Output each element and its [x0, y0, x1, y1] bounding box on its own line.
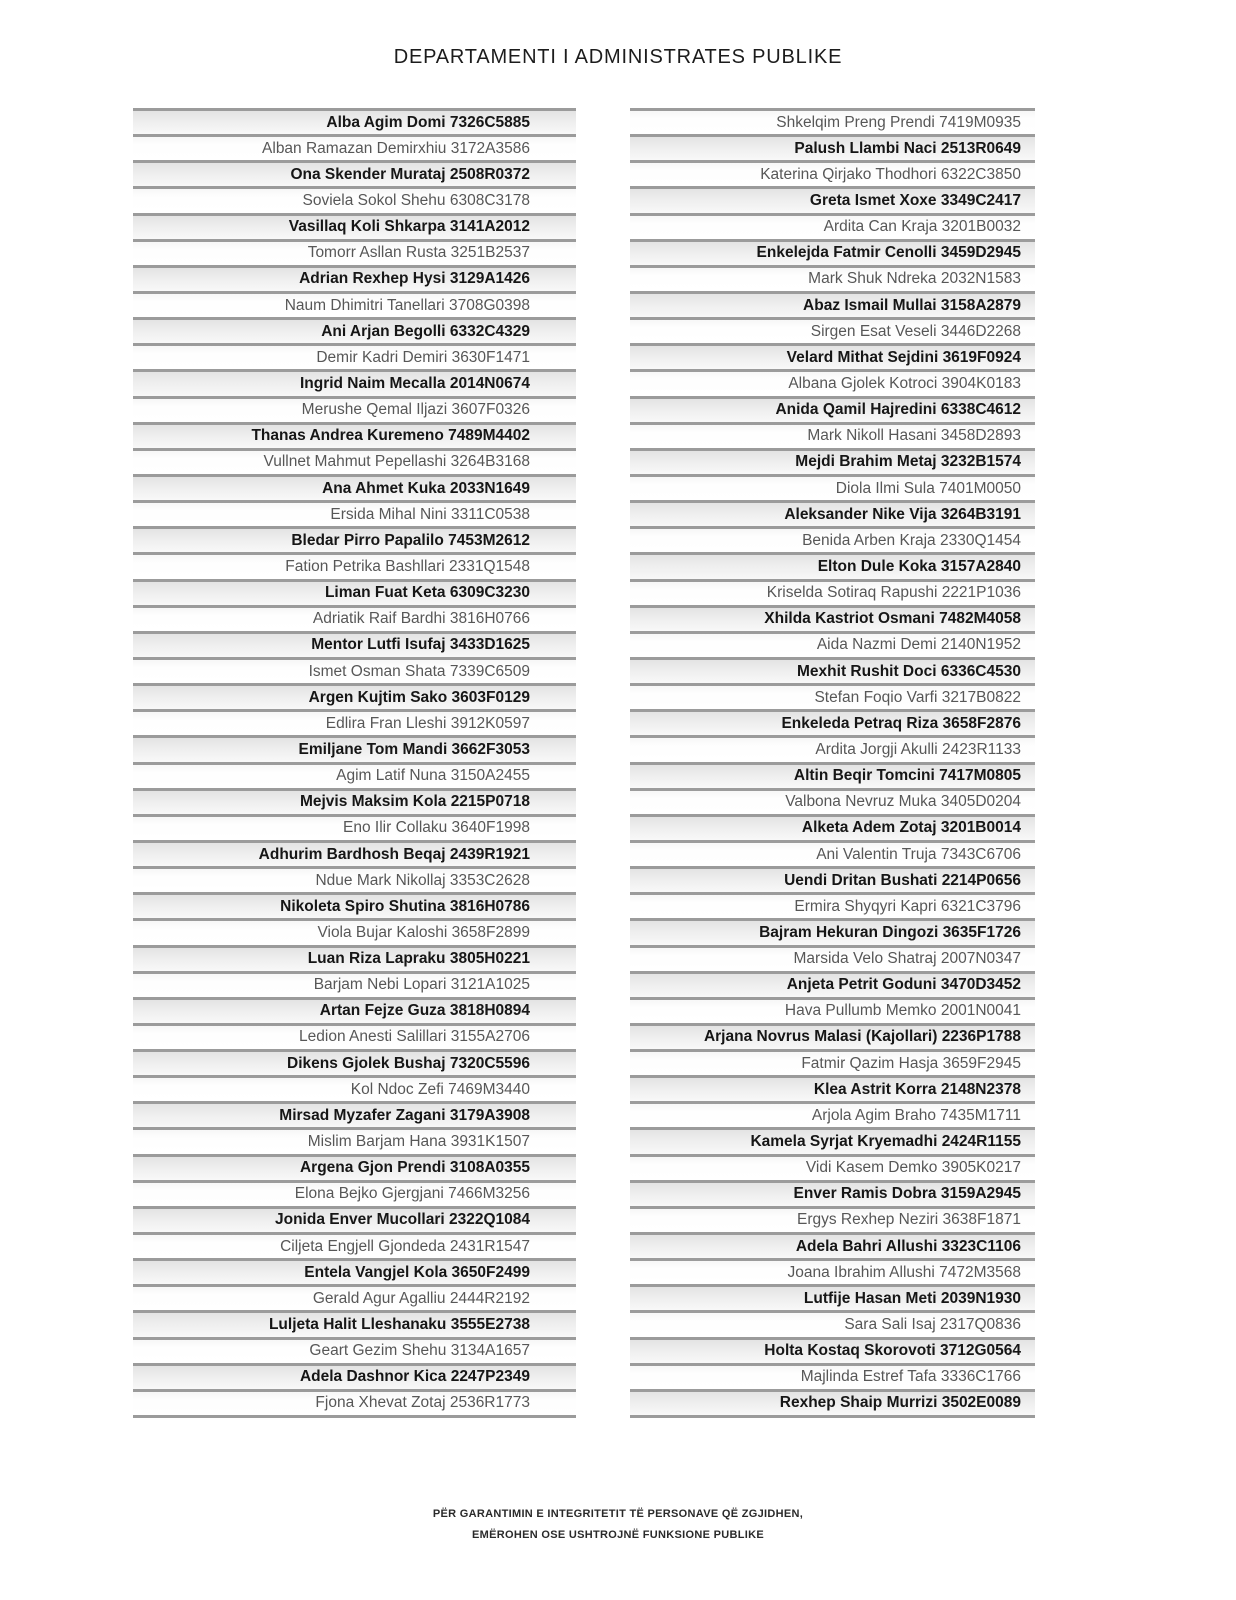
list-item: Alba Agim Domi 7326C5885	[133, 108, 576, 134]
list-item: Kriselda Sotiraq Rapushi 2221P1036	[630, 579, 1035, 605]
list-item: Mirsad Myzafer Zagani 3179A3908	[133, 1101, 576, 1127]
list-item: Dikens Gjolek Bushaj 7320C5596	[133, 1049, 576, 1075]
list-item: Eno Ilir Collaku 3640F1998	[133, 814, 576, 840]
list-item: Mislim Barjam Hana 3931K1507	[133, 1127, 576, 1153]
list-item: Jonida Enver Mucollari 2322Q1084	[133, 1206, 576, 1232]
list-item: Fation Petrika Bashllari 2331Q1548	[133, 552, 576, 578]
list-item: Katerina Qirjako Thodhori 6322C3850	[630, 160, 1035, 186]
list-item: Rexhep Shaip Murrizi 3502E0089	[630, 1389, 1035, 1415]
list-item: Adela Dashnor Kica 2247P2349	[133, 1363, 576, 1389]
list-item: Ana Ahmet Kuka 2033N1649	[133, 474, 576, 500]
list-item: Fatmir Qazim Hasja 3659F2945	[630, 1049, 1035, 1075]
list-item: Arjola Agim Braho 7435M1711	[630, 1101, 1035, 1127]
list-item: Demir Kadri Demiri 3630F1471	[133, 343, 576, 369]
list-item: Sirgen Esat Veseli 3446D2268	[630, 317, 1035, 343]
list-item: Barjam Nebi Lopari 3121A1025	[133, 971, 576, 997]
list-item: Mejvis Maksim Kola 2215P0718	[133, 788, 576, 814]
list-item: Luan Riza Lapraku 3805H0221	[133, 945, 576, 971]
list-item: Joana Ibrahim Allushi 7472M3568	[630, 1258, 1035, 1284]
list-item: Vullnet Mahmut Pepellashi 3264B3168	[133, 448, 576, 474]
list-item: Liman Fuat Keta 6309C3230	[133, 579, 576, 605]
list-item: Altin Beqir Tomcini 7417M0805	[630, 762, 1035, 788]
list-item: Mejdi Brahim Metaj 3232B1574	[630, 448, 1035, 474]
list-item: Ingrid Naim Mecalla 2014N0674	[133, 369, 576, 395]
list-item: Ona Skender Murataj 2508R0372	[133, 160, 576, 186]
list-item: Agim Latif Nuna 3150A2455	[133, 762, 576, 788]
list-item: Mark Nikoll Hasani 3458D2893	[630, 422, 1035, 448]
list-item: Benida Arben Kraja 2330Q1454	[630, 526, 1035, 552]
list-item: Ersida Mihal Nini 3311C0538	[133, 500, 576, 526]
list-item: Marsida Velo Shatraj 2007N0347	[630, 945, 1035, 971]
list-item: Shkelqim Preng Prendi 7419M0935	[630, 108, 1035, 134]
list-item: Tomorr Asllan Rusta 3251B2537	[133, 239, 576, 265]
list-item: Luljeta Halit Lleshanaku 3555E2738	[133, 1310, 576, 1336]
list-item: Ani Arjan Begolli 6332C4329	[133, 317, 576, 343]
list-item: Anida Qamil Hajredini 6338C4612	[630, 396, 1035, 422]
list-item: Bajram Hekuran Dingozi 3635F1726	[630, 918, 1035, 944]
list-item: Hava Pullumb Memko 2001N0041	[630, 997, 1035, 1023]
list-item: Entela Vangjel Kola 3650F2499	[133, 1258, 576, 1284]
list-item: Merushe Qemal Iljazi 3607F0326	[133, 396, 576, 422]
list-item: Thanas Andrea Kuremeno 7489M4402	[133, 422, 576, 448]
list-item: Ardita Can Kraja 3201B0032	[630, 213, 1035, 239]
list-item: Edlira Fran Lleshi 3912K0597	[133, 709, 576, 735]
list-item: Alketa Adem Zotaj 3201B0014	[630, 814, 1035, 840]
list-item: Ndue Mark Nikollaj 3353C2628	[133, 866, 576, 892]
list-item: Diola Ilmi Sula 7401M0050	[630, 474, 1035, 500]
list-item: Ani Valentin Truja 7343C6706	[630, 840, 1035, 866]
list-item: Aida Nazmi Demi 2140N1952	[630, 631, 1035, 657]
list-item: Arjana Novrus Malasi (Kajollari) 2236P1788	[630, 1023, 1035, 1049]
list-item: Ciljeta Engjell Gjondeda 2431R1547	[133, 1232, 576, 1258]
list-item: Elona Bejko Gjergjani 7466M3256	[133, 1180, 576, 1206]
list-item: Enkeleda Petraq Riza 3658F2876	[630, 709, 1035, 735]
list-item: Abaz Ismail Mullai 3158A2879	[630, 291, 1035, 317]
list-item: Greta Ismet Xoxe 3349C2417	[630, 186, 1035, 212]
page-title: DEPARTAMENTI I ADMINISTRATES PUBLIKE	[393, 46, 843, 68]
list-item: Enver Ramis Dobra 3159A2945	[630, 1180, 1035, 1206]
list-item: Adrian Rexhep Hysi 3129A1426	[133, 265, 576, 291]
footer-line-2: EMËROHEN OSE USHTROJNË FUNKSIONE PUBLIKE	[472, 1529, 764, 1541]
list-item: Holta Kostaq Skorovoti 3712G0564	[630, 1337, 1035, 1363]
list-item: Ergys Rexhep Neziri 3638F1871	[630, 1206, 1035, 1232]
list-item: Viola Bujar Kaloshi 3658F2899	[133, 918, 576, 944]
footer-note	[0, 1504, 1236, 1546]
list-item: Palush Llambi Naci 2513R0649	[630, 134, 1035, 160]
list-item: Geart Gezim Shehu 3134A1657	[133, 1337, 576, 1363]
list-item: Elton Dule Koka 3157A2840	[630, 552, 1035, 578]
list-item: Lutfije Hasan Meti 2039N1930	[630, 1284, 1035, 1310]
list-item: Stefan Foqio Varfi 3217B0822	[630, 683, 1035, 709]
names-column-left	[133, 108, 576, 1418]
list-item: Aleksander Nike Vija 3264B3191	[630, 500, 1035, 526]
list-item: Ardita Jorgji Akulli 2423R1133	[630, 735, 1035, 761]
list-item: Ermira Shyqyri Kapri 6321C3796	[630, 892, 1035, 918]
list-item: Albana Gjolek Kotroci 3904K0183	[630, 369, 1035, 395]
list-item: Adhurim Bardhosh Beqaj 2439R1921	[133, 840, 576, 866]
list-item: Mentor Lutfi Isufaj 3433D1625	[133, 631, 576, 657]
list-item: Kol Ndoc Zefi 7469M3440	[133, 1075, 576, 1101]
list-item: Mark Shuk Ndreka 2032N1583	[630, 265, 1035, 291]
list-item: Naum Dhimitri Tanellari 3708G0398	[133, 291, 576, 317]
list-item: Vasillaq Koli Shkarpa 3141A2012	[133, 213, 576, 239]
list-item: Gerald Agur Agalliu 2444R2192	[133, 1284, 576, 1310]
list-item: Nikoleta Spiro Shutina 3816H0786	[133, 892, 576, 918]
list-item: Enkelejda Fatmir Cenolli 3459D2945	[630, 239, 1035, 265]
list-item: Argen Kujtim Sako 3603F0129	[133, 683, 576, 709]
footer-line-1: PËR GARANTIMIN E INTEGRITETIT TË PERSONAVE QË ZGJIDHEN,	[432, 1508, 804, 1520]
list-item: Uendi Dritan Bushati 2214P0656	[630, 866, 1035, 892]
list-item: Mexhit Rushit Doci 6336C4530	[630, 657, 1035, 683]
list-item: Vidi Kasem Demko 3905K0217	[630, 1154, 1035, 1180]
list-item: Alban Ramazan Demirxhiu 3172A3586	[133, 134, 576, 160]
list-item: Ismet Osman Shata 7339C6509	[133, 657, 576, 683]
list-item: Valbona Nevruz Muka 3405D0204	[630, 788, 1035, 814]
list-item: Emiljane Tom Mandi 3662F3053	[133, 735, 576, 761]
list-item: Bledar Pirro Papalilo 7453M2612	[133, 526, 576, 552]
list-item: Adriatik Raif Bardhi 3816H0766	[133, 605, 576, 631]
list-item: Fjona Xhevat Zotaj 2536R1773	[133, 1389, 576, 1415]
list-item: Xhilda Kastriot Osmani 7482M4058	[630, 605, 1035, 631]
list-item: Ledion Anesti Salillari 3155A2706	[133, 1023, 576, 1049]
list-item: Anjeta Petrit Goduni 3470D3452	[630, 971, 1035, 997]
list-item: Adela Bahri Allushi 3323C1106	[630, 1232, 1035, 1258]
list-item: Sara Sali Isaj 2317Q0836	[630, 1310, 1035, 1336]
names-column-right	[630, 108, 1035, 1418]
list-item: Klea Astrit Korra 2148N2378	[630, 1075, 1035, 1101]
list-item: Kamela Syrjat Kryemadhi 2424R1155	[630, 1127, 1035, 1153]
list-item: Soviela Sokol Shehu 6308C3178	[133, 186, 576, 212]
list-item: Velard Mithat Sejdini 3619F0924	[630, 343, 1035, 369]
list-item: Argena Gjon Prendi 3108A0355	[133, 1154, 576, 1180]
list-item: Majlinda Estref Tafa 3336C1766	[630, 1363, 1035, 1389]
list-item: Artan Fejze Guza 3818H0894	[133, 997, 576, 1023]
